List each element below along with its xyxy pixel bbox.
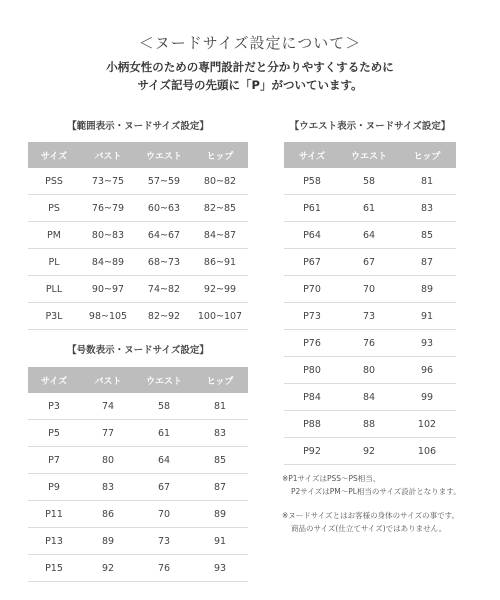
table-cell: P61 (284, 195, 340, 222)
table-cell: 93 (398, 330, 456, 357)
table-cell: 68~73 (136, 249, 192, 276)
range-table-body (28, 168, 248, 330)
table-cell: 61 (340, 195, 398, 222)
number-table-header (28, 367, 248, 393)
column-header: ウエスト (340, 142, 398, 168)
table-cell: 93 (192, 555, 248, 582)
table-cell: 57~59 (136, 168, 192, 195)
table-cell: 74~82 (136, 276, 192, 303)
table-cell: P84 (284, 384, 340, 411)
table-cell: 64~67 (136, 222, 192, 249)
waist-table-header (284, 142, 456, 168)
table-cell: P64 (284, 222, 340, 249)
number-size-section (28, 344, 248, 582)
table-cell: 91 (398, 303, 456, 330)
column-header: ウエスト (136, 367, 192, 393)
table-row (28, 393, 248, 420)
note-1-line-1: ※P1サイズはPSS～PS相当、 (282, 474, 381, 483)
table-cell: 90~97 (80, 276, 136, 303)
table-row (284, 168, 456, 195)
table-cell: 83 (398, 195, 456, 222)
table-row (284, 222, 456, 249)
table-cell: 92 (340, 438, 398, 465)
table-cell: P13 (28, 528, 80, 555)
table-cell: 82~85 (192, 195, 248, 222)
table-cell: 96 (398, 357, 456, 384)
table-row (284, 195, 456, 222)
table-cell: P7 (28, 447, 80, 474)
column-header: サイズ (284, 142, 340, 168)
table-cell: 61 (136, 420, 192, 447)
table-cell: P9 (28, 474, 80, 501)
table-cell: 76 (340, 330, 398, 357)
table-cell: 67 (340, 249, 398, 276)
table-cell: 102 (398, 411, 456, 438)
table-cell: 86~91 (192, 249, 248, 276)
table-cell: 98~105 (80, 303, 136, 330)
note-2-line-2: 商品のサイズ(仕立てサイズ)ではありません。 (291, 524, 447, 533)
number-table-title: 【号数表示・ヌードサイズ設定】 (67, 345, 209, 356)
table-cell: P76 (284, 330, 340, 357)
table-cell: 80 (80, 447, 136, 474)
table-cell: 67 (136, 474, 192, 501)
table-cell: 77 (80, 420, 136, 447)
column-header: ウエスト (136, 142, 192, 168)
table-cell: 64 (136, 447, 192, 474)
column-header: バスト (80, 142, 136, 168)
table-cell: 99 (398, 384, 456, 411)
table-row (28, 555, 248, 582)
table-cell: 84 (340, 384, 398, 411)
table-cell: 106 (398, 438, 456, 465)
column-header: ヒップ (192, 367, 248, 393)
table-cell: 100~107 (192, 303, 248, 330)
table-cell: 80 (340, 357, 398, 384)
table-cell: 83 (192, 420, 248, 447)
table-cell: 84~87 (192, 222, 248, 249)
table-cell: 92~99 (192, 276, 248, 303)
table-cell: 88 (340, 411, 398, 438)
table-cell: 81 (192, 393, 248, 420)
table-cell: PL (28, 249, 80, 276)
table-cell: 86 (80, 501, 136, 528)
table-row (284, 438, 456, 465)
range-table-header (28, 142, 248, 168)
table-row (284, 249, 456, 276)
table-cell: 89 (80, 528, 136, 555)
table-cell: 60~63 (136, 195, 192, 222)
table-cell: P88 (284, 411, 340, 438)
table-cell: 81 (398, 168, 456, 195)
table-cell: 87 (398, 249, 456, 276)
table-cell: 82~92 (136, 303, 192, 330)
table-cell: P11 (28, 501, 80, 528)
table-cell: 92 (80, 555, 136, 582)
table-cell: 73 (340, 303, 398, 330)
table-row (28, 528, 248, 555)
table-row (284, 303, 456, 330)
table-cell: 58 (340, 168, 398, 195)
table-cell: P5 (28, 420, 80, 447)
table-cell: P15 (28, 555, 80, 582)
table-cell: 83 (80, 474, 136, 501)
table-row (28, 276, 248, 303)
table-row (28, 501, 248, 528)
table-cell: 70 (340, 276, 398, 303)
page-subtitle (0, 58, 500, 94)
note-1-line-2: P2サイズはPM～PL相当のサイズ設計となります。 (291, 487, 461, 496)
table-row (28, 303, 248, 330)
table-cell: 89 (398, 276, 456, 303)
table-row (28, 420, 248, 447)
note-nude-size (282, 509, 459, 535)
table-cell: PM (28, 222, 80, 249)
table-cell: 89 (192, 501, 248, 528)
table-row (28, 447, 248, 474)
table-cell: P58 (284, 168, 340, 195)
table-row (284, 384, 456, 411)
waist-table-body (284, 168, 456, 465)
waist-size-table (284, 142, 456, 465)
waist-table-title: 【ウエスト表示・ヌードサイズ設定】 (289, 121, 451, 132)
table-cell: 64 (340, 222, 398, 249)
note-p1-p2 (282, 472, 461, 498)
table-cell: 74 (80, 393, 136, 420)
range-table-title: 【範囲表示・ヌードサイズ設定】 (67, 121, 209, 132)
table-cell: 70 (136, 501, 192, 528)
table-cell: P67 (284, 249, 340, 276)
number-size-table (28, 367, 248, 582)
table-cell: PS (28, 195, 80, 222)
table-row (28, 195, 248, 222)
table-cell: 84~89 (80, 249, 136, 276)
table-row (284, 276, 456, 303)
table-cell: P92 (284, 438, 340, 465)
table-cell: P80 (284, 357, 340, 384)
table-row (28, 222, 248, 249)
page-title: ＜ヌードサイズ設定について＞ (138, 34, 362, 52)
column-header: サイズ (28, 367, 80, 393)
table-cell: P73 (284, 303, 340, 330)
note-2-line-1: ※ヌードサイズとはお客様の身体のサイズの事です。 (282, 511, 459, 520)
table-cell: 73 (136, 528, 192, 555)
table-row (28, 168, 248, 195)
number-table-body (28, 393, 248, 582)
table-row (284, 411, 456, 438)
table-cell: PSS (28, 168, 80, 195)
table-cell: 85 (398, 222, 456, 249)
table-cell: P3L (28, 303, 80, 330)
column-header: バスト (80, 367, 136, 393)
table-cell: P3 (28, 393, 80, 420)
table-cell: PLL (28, 276, 80, 303)
table-row (284, 357, 456, 384)
table-cell: 85 (192, 447, 248, 474)
range-size-table (28, 142, 248, 330)
subtitle-line-1: 小柄女性のための専門設計だと分かりやすくするために (106, 60, 394, 74)
column-header: ヒップ (398, 142, 456, 168)
table-row (28, 249, 248, 276)
column-header: ヒップ (192, 142, 248, 168)
table-cell: 76 (136, 555, 192, 582)
subtitle-line-2: サイズ記号の先頭に「P」がついています。 (137, 78, 363, 92)
table-cell: 91 (192, 528, 248, 555)
table-row (284, 330, 456, 357)
table-cell: 58 (136, 393, 192, 420)
table-cell: 80~83 (80, 222, 136, 249)
column-header: サイズ (28, 142, 80, 168)
waist-size-section (284, 120, 456, 465)
table-cell: 87 (192, 474, 248, 501)
table-cell: 80~82 (192, 168, 248, 195)
table-cell: 76~79 (80, 195, 136, 222)
table-row (28, 474, 248, 501)
table-cell: P70 (284, 276, 340, 303)
table-cell: 73~75 (80, 168, 136, 195)
range-size-section (28, 120, 248, 330)
